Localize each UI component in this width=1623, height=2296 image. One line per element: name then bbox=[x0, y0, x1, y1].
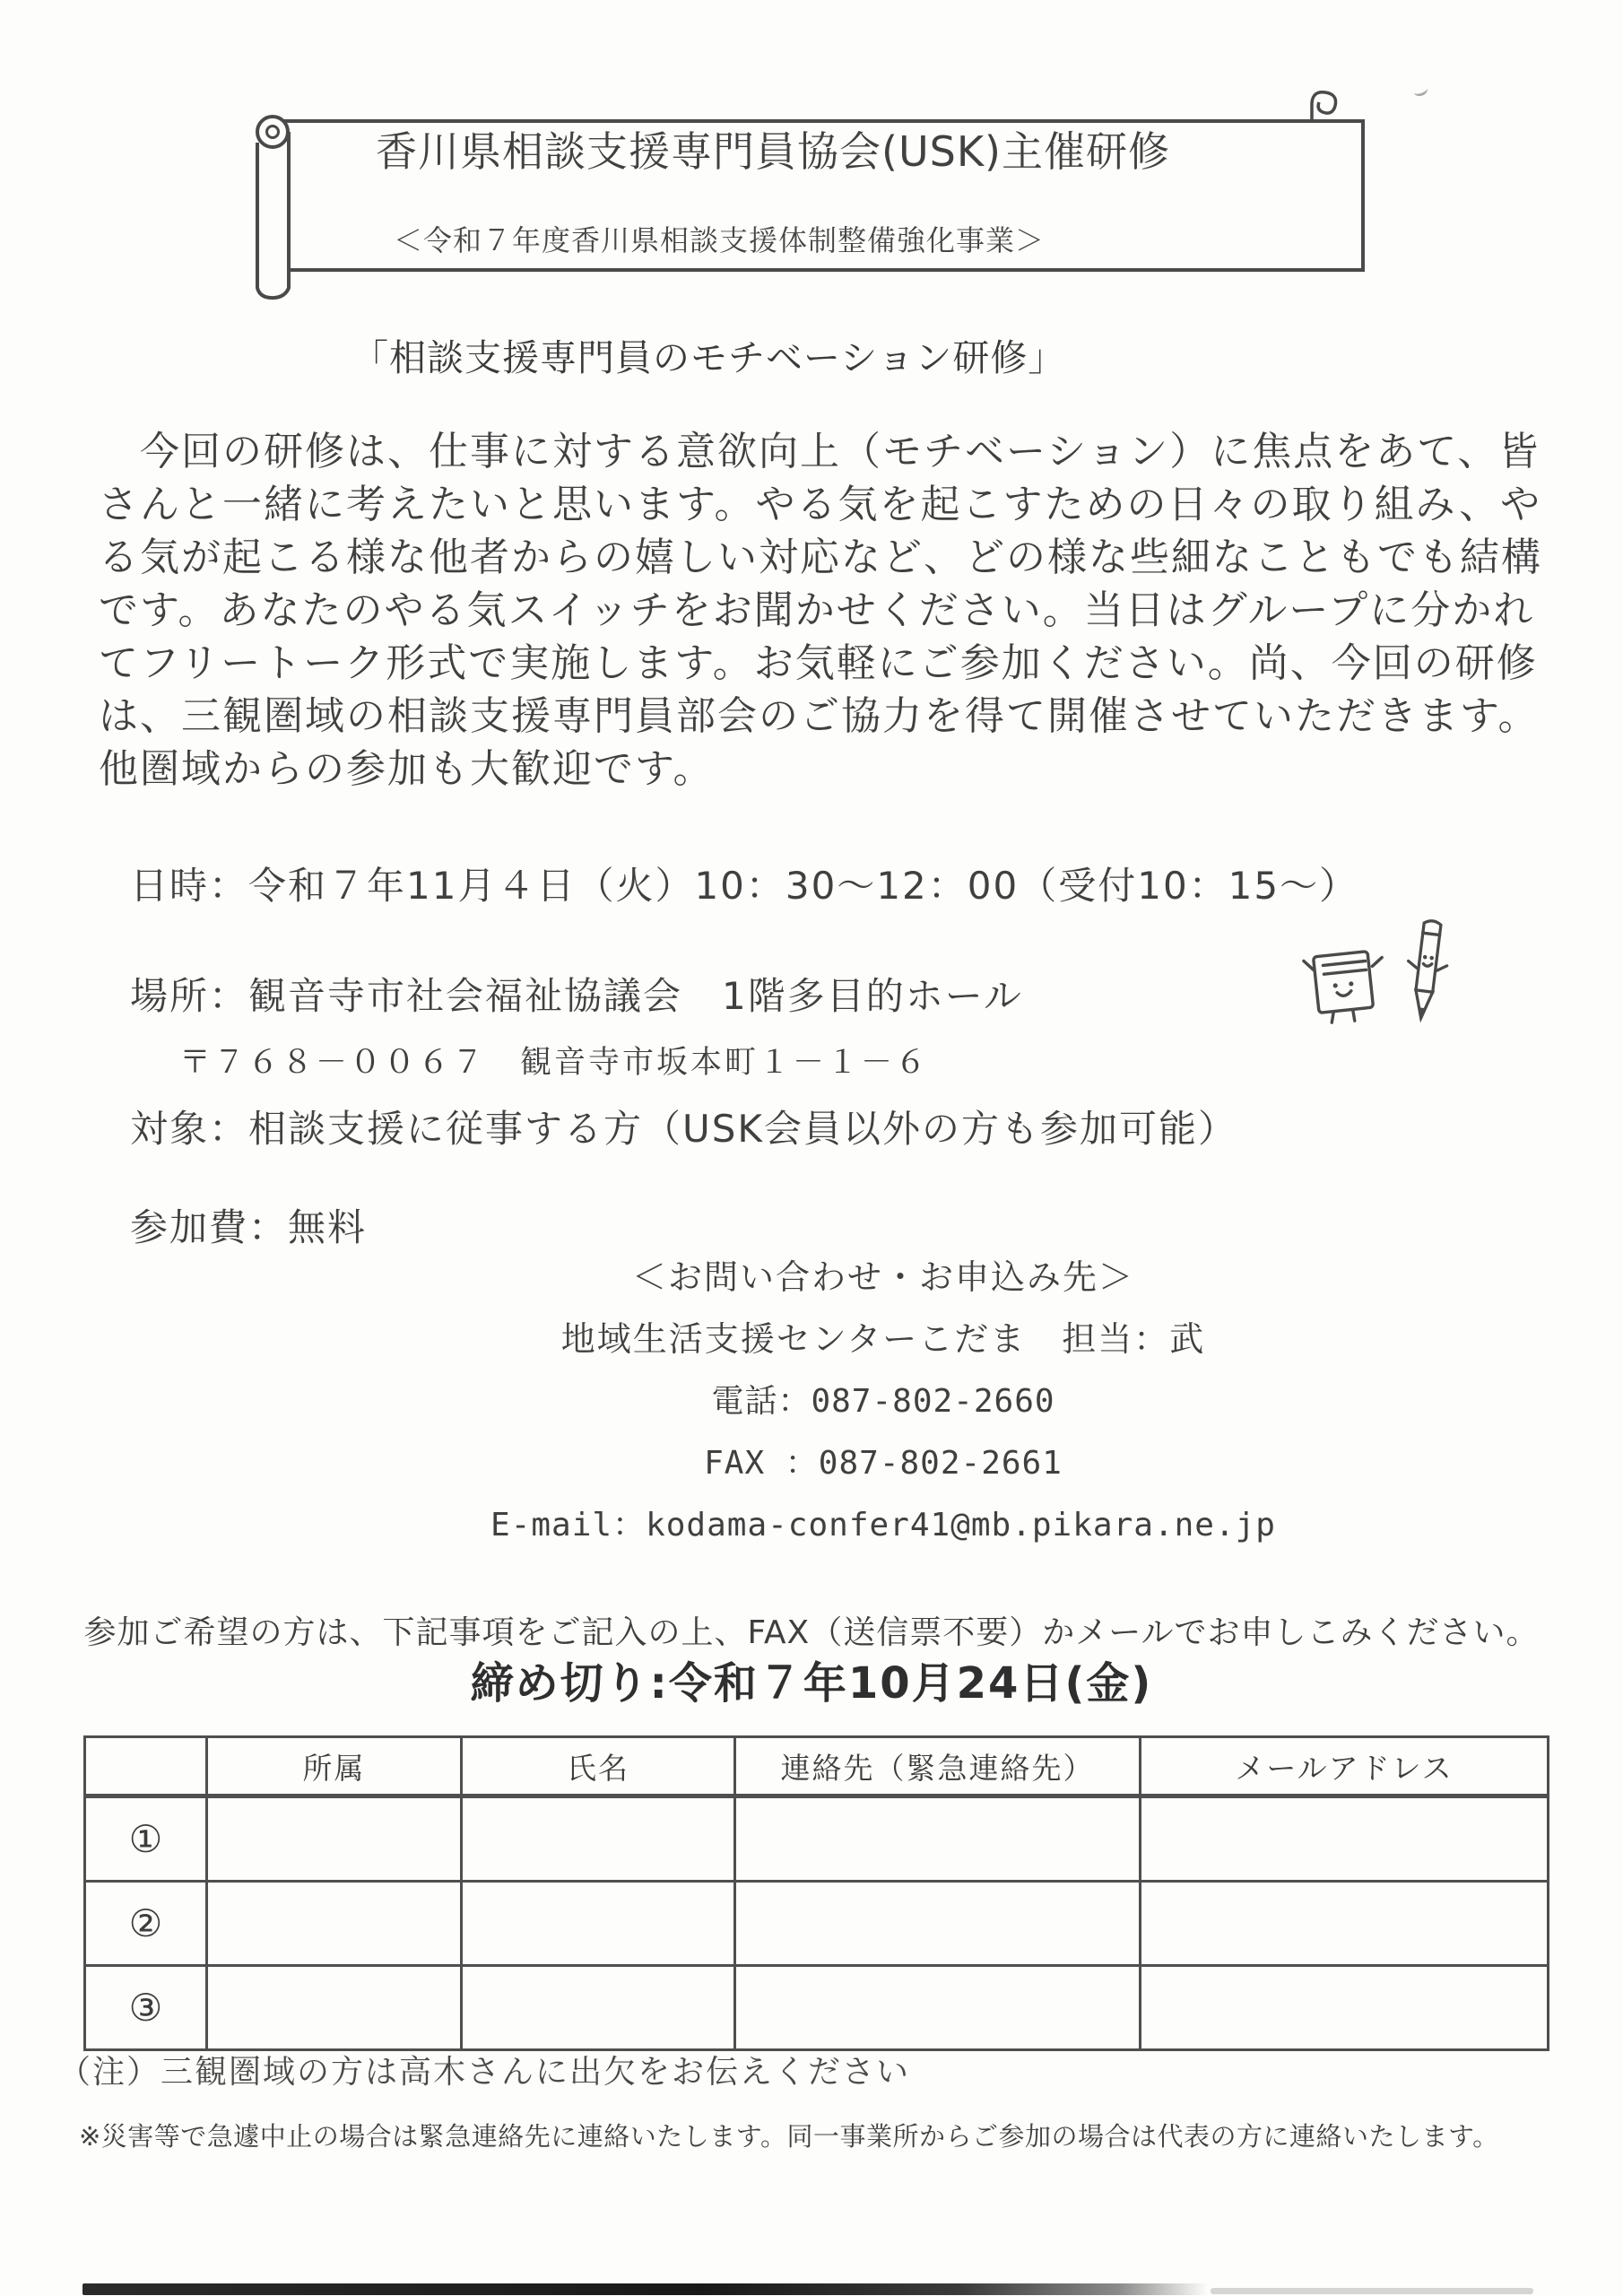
scan-artifact-bottom-edge-light bbox=[1211, 2288, 1533, 2294]
col-header-number bbox=[85, 1737, 207, 1796]
form-cell-contact bbox=[735, 1966, 1141, 2050]
row-number-cell: ① bbox=[85, 1796, 207, 1882]
doodle-illustrations bbox=[1300, 915, 1480, 1040]
form-cell-affiliation bbox=[207, 1882, 462, 1966]
form-cell-email bbox=[1141, 1966, 1549, 2050]
form-cell-email bbox=[1141, 1882, 1549, 1966]
contact-block bbox=[143, 1247, 1623, 1556]
form-cell-contact bbox=[735, 1796, 1141, 1882]
venue-address-line: 〒７６８－００６７ 観音寺市坂本町１－１－６ bbox=[179, 1045, 930, 1081]
col-header-affiliation: 所属 bbox=[207, 1737, 462, 1796]
title-banner-scroll bbox=[249, 85, 1377, 308]
footnote-cancellation: ※災害等で急遽中止の場合は緊急連絡先に連絡いたします。同一事業所からご参加の場合は代表の方に連絡いたします。 bbox=[79, 2121, 1499, 2152]
footnote-sankan: （注）三観圏域の方は高木さんに出欠をお伝えください bbox=[58, 2054, 911, 2091]
intro-line-1: 今回の研修は、仕事に対する意欲向上（モチベーション）に焦点をあて、皆 bbox=[99, 429, 1541, 474]
scroll-corner-curl-icon bbox=[1312, 92, 1336, 123]
form-cell-affiliation bbox=[207, 1966, 462, 2050]
col-header-contact: 連絡先（緊急連絡先） bbox=[735, 1737, 1141, 1796]
application-instruction: 参加ご希望の方は、下記事項をご記入の上、FAX（送信票不要）かメールでお申しこみください。 bbox=[83, 1614, 1540, 1651]
intro-line-7: 他圏域からの参加も大歓迎です。 bbox=[99, 746, 715, 792]
form-cell-name bbox=[462, 1966, 735, 2050]
entry-table bbox=[83, 1735, 1549, 2051]
intro-line-5: てフリートーク形式で実施します。お気軽にご参加ください。尚、今回の研修 bbox=[99, 640, 1538, 686]
col-header-email: メールアドレス bbox=[1141, 1737, 1549, 1796]
form-cell-contact bbox=[735, 1882, 1141, 1966]
fee-line: 参加費：無料 bbox=[130, 1205, 368, 1249]
scan-artifact-mark bbox=[1411, 83, 1428, 98]
form-cell-name bbox=[462, 1796, 735, 1882]
table-row bbox=[85, 1966, 1549, 2050]
scroll-roll bbox=[257, 132, 289, 298]
form-cell-name bbox=[462, 1882, 735, 1966]
table-header-row bbox=[85, 1737, 1549, 1796]
banner-subtitle: ＜令和７年度香川県相談支援体制整備強化事業＞ bbox=[393, 223, 1045, 257]
table-row bbox=[85, 1882, 1549, 1966]
contact-heading: ＜お問い合わせ・お申込み先＞ bbox=[631, 1257, 1134, 1297]
memo-character-icon bbox=[1300, 935, 1388, 1031]
form-cell-email bbox=[1141, 1796, 1549, 1882]
contact-fax: FAX ：087-802-2661 bbox=[704, 1445, 1063, 1482]
scan-artifact-bottom-edge bbox=[82, 2283, 1208, 2295]
row-number-cell: ③ bbox=[85, 1966, 207, 2050]
scroll-curl-outer bbox=[257, 117, 288, 147]
intro-line-4: です。あなたのやる気スイッチをお聞かせください。当日はグループに分かれ bbox=[99, 587, 1535, 633]
audience-line: 対象：相談支援に従事する方（USK会員以外の方も参加可能） bbox=[130, 1107, 1237, 1151]
banner-title: 香川県相談支援専門員協会(USK)主催研修 bbox=[376, 127, 1170, 176]
application-deadline: 締め切り:令和７年10月24日(金) bbox=[470, 1658, 1153, 1709]
seminar-title: 「相談支援専門員のモチベーション研修」 bbox=[352, 336, 1066, 379]
row-number-cell: ② bbox=[85, 1882, 207, 1966]
datetime-line: 日時：令和７年11月４日（火）10：30～12：00（受付10：15～） bbox=[130, 864, 1359, 908]
venue-line: 場所：観音寺市社会福祉協議会 1階多目的ホール bbox=[130, 974, 1023, 1018]
intro-line-2: さんと一緒に考えたいと思います。やる気を起こすための日々の取り組み、や bbox=[99, 482, 1542, 527]
table-row bbox=[85, 1796, 1549, 1882]
col-header-name: 氏名 bbox=[462, 1737, 735, 1796]
pencil-character-icon bbox=[1397, 915, 1456, 1030]
intro-paragraph bbox=[99, 425, 1542, 796]
contact-tel: 電話：087-802-2660 bbox=[711, 1383, 1055, 1420]
intro-line-3: る気が起こる様な他者からの嬉しい対応など、どの様な些細なこともでも結構 bbox=[99, 535, 1542, 580]
contact-email: E-mail：kodama-confer41@mb.pikara.ne.jp bbox=[490, 1507, 1276, 1544]
intro-line-6: は、三観圏域の相談支援専門員部会のご協力を得て開催させていただきます。 bbox=[99, 693, 1540, 739]
contact-org: 地域生活支援センターこだま 担当：武 bbox=[560, 1319, 1206, 1359]
form-cell-affiliation bbox=[207, 1796, 462, 1882]
